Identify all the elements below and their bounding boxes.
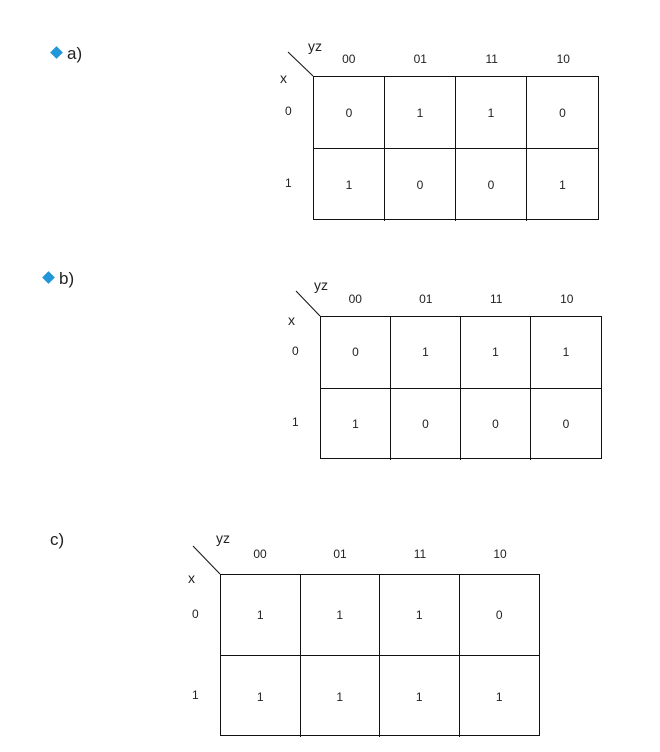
kmap-cell: 1 — [391, 317, 461, 389]
column-variable-label: yz — [314, 277, 328, 293]
row-variable-label: x — [188, 570, 195, 586]
column-header: 01 — [413, 52, 427, 66]
kmap-cell: 1 — [385, 77, 456, 149]
kmap-cell: 0 — [314, 77, 385, 149]
column-header: 01 — [333, 547, 347, 561]
kmap-cell: 1 — [380, 656, 460, 737]
kmap-cell: 1 — [314, 149, 385, 221]
kmap-row — [221, 656, 539, 737]
column-variable-label: yz — [216, 530, 230, 546]
row-header: 1 — [292, 415, 299, 430]
kmap-cell: 0 — [391, 389, 461, 461]
kmap-cell: 1 — [559, 178, 566, 192]
column-header: 10 — [493, 547, 507, 561]
kmap-row — [221, 575, 539, 656]
kmap-cell: 0 — [460, 575, 540, 656]
kmap-cell: 0 — [321, 317, 391, 389]
kmap-cell: 1 — [301, 575, 381, 656]
column-header: 01 — [419, 292, 433, 306]
kmap-cell: 1 — [321, 389, 391, 461]
kmap-cell: 1 — [221, 656, 301, 737]
kmap-cell: 1 — [456, 77, 527, 149]
column-header: 11 — [413, 547, 427, 561]
kmap-cell: 0 — [385, 149, 456, 221]
column-header: 10 — [556, 52, 570, 66]
kmap-cell: 0 — [562, 417, 570, 432]
kmap-cell: 0 — [527, 77, 598, 149]
row-header: 1 — [192, 687, 199, 702]
problem-label-c-text: c) — [50, 530, 65, 549]
row-variable-label: x — [288, 312, 295, 328]
column-header: 11 — [490, 292, 503, 306]
kmap-cell: 1 — [221, 575, 301, 656]
kmap-cell: 1 — [461, 317, 531, 389]
kmap-cell: 0 — [461, 389, 531, 461]
row-header: 1 — [285, 176, 292, 190]
kmap-cell: 1 — [301, 656, 381, 737]
kmap-cell: 1 — [531, 317, 601, 389]
column-header: 10 — [560, 292, 574, 306]
problem-label-b-text: b) — [59, 269, 75, 288]
kmap-cell: 1 — [495, 689, 503, 704]
kmap-grid — [220, 574, 540, 736]
problem-label-a-text: a) — [67, 44, 83, 63]
row-header: 0 — [285, 104, 292, 118]
column-header: 00 — [342, 52, 356, 66]
column-variable-label: yz — [308, 38, 322, 54]
column-header: 00 — [253, 547, 267, 561]
column-header: 11 — [485, 52, 498, 66]
kmap-cell: 0 — [456, 149, 527, 221]
column-header: 00 — [348, 292, 362, 306]
kmap-cell: 1 — [380, 575, 460, 656]
row-variable-label: x — [280, 70, 287, 86]
row-header: 0 — [192, 606, 199, 621]
row-header: 0 — [292, 343, 299, 358]
